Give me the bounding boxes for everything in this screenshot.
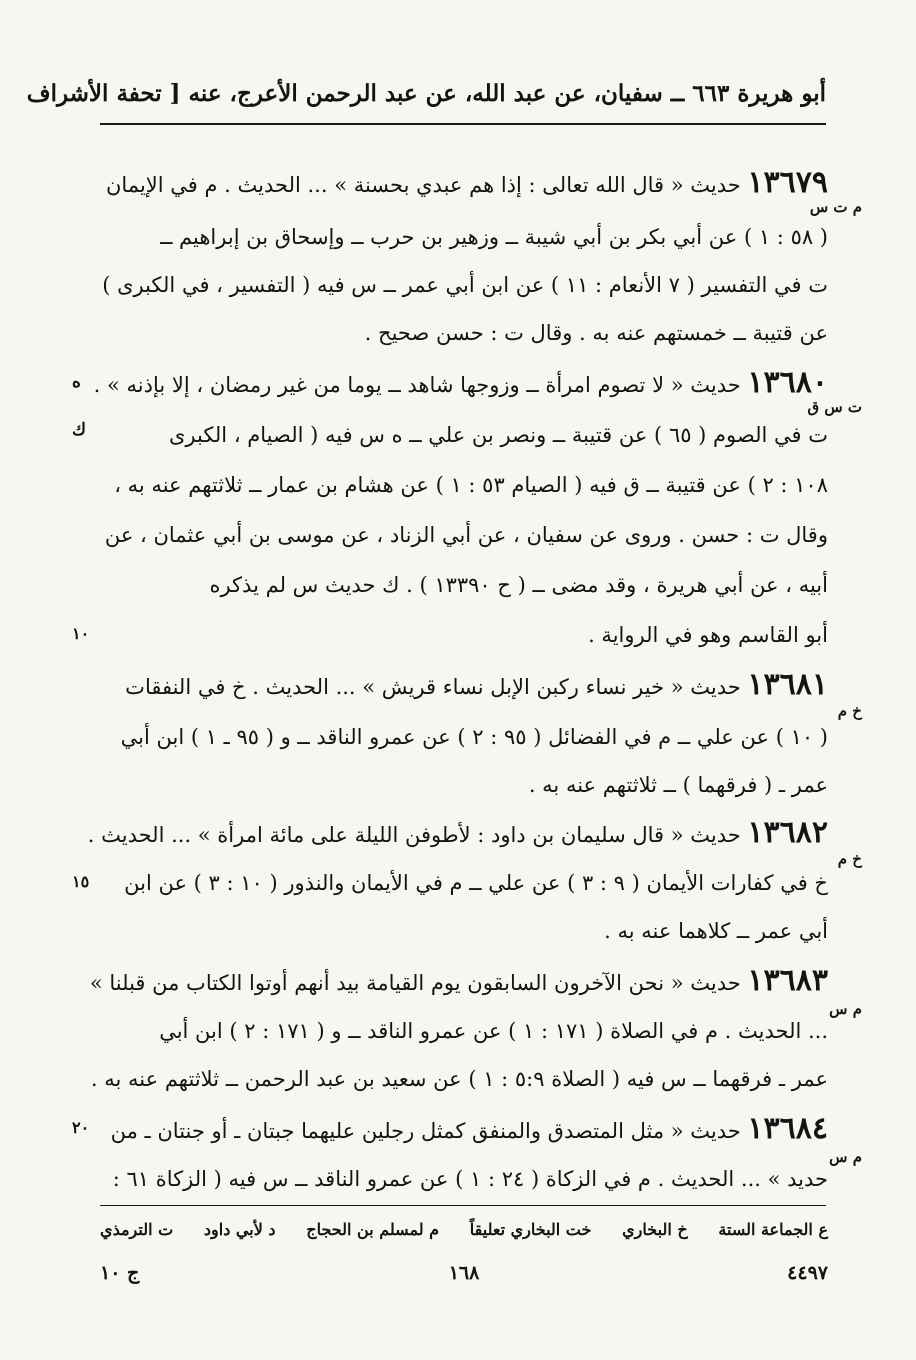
footer-rule: [100, 1205, 826, 1206]
entry-13682-line-2: خ في كفارات الأيمان ( ٩ : ٣ ) عن علي ــ م في الأيمان والنذور ( ١٠ : ٣ ) عن ابن: [124, 871, 828, 895]
volume-number: ج ١٠: [100, 1262, 140, 1284]
entry-13680-line-6: أبو القاسم وهو في الرواية .: [588, 623, 828, 647]
entry-text: حديث « قال الله تعالى : إذا هم عبدي بحسنة » ... الحديث . م في الإيمان: [106, 173, 741, 197]
entry-13681-line-1: [100, 662, 828, 708]
hadith-number: ١٣٦٧٩: [747, 165, 828, 200]
hadith-number: ١٣٦٨٢: [747, 815, 828, 850]
line-number: ٢٠: [72, 1118, 90, 1137]
entry-text: حديث « مثل المتصدق والمنفق كمثل رجلين عليهما جبتان ـ أو جنتان ـ من: [110, 1119, 741, 1143]
entry-13680-line-1: [93, 360, 828, 406]
entry-13684-line-1: [100, 1106, 828, 1152]
sigla-legend: [100, 1220, 828, 1250]
entry-13681-line-2: ( ١٠ ) عن علي ــ م في الفضائل ( ٩٥ : ٢ ) عن عمرو الناقد ــ و ( ٩٥ ـ ١ ) ابن أبي: [120, 725, 828, 749]
entry-13679-line-1: [100, 160, 828, 206]
entry-13682-sigla: خ م: [837, 850, 862, 868]
entry-13684-line-2: حديد » ... الحديث . م في الزكاة ( ٢٤ : ١ ) عن عمرو الناقد ــ س فيه ( الزكاة ٦١ :: [112, 1167, 828, 1191]
legend-item: خ البخاري: [622, 1220, 688, 1239]
legend-item: م لمسلم بن الحجاج: [306, 1220, 440, 1239]
page-footer: [100, 1262, 828, 1296]
hadith-number: ١٣٦٨٣: [747, 963, 828, 998]
legend-item: خت البخاري تعليقاً: [469, 1220, 592, 1239]
hadith-number: ١٣٦٨٠: [747, 365, 828, 400]
entry-13680-line-3: ١٠٨ : ٢ ) عن قتيبة ــ ق فيه ( الصيام ٥٣ : ١ ) عن هشام بن عمار ــ ثلاثتهم عنه به ،: [114, 473, 828, 497]
entry-13679-line-2: ( ٥٨ : ١ ) عن أبي بكر بن أبي شيبة ــ وزهير بن حرب ــ وإسحاق بن إبراهيم ــ: [160, 225, 828, 249]
hadith-number: ١٣٦٨١: [747, 667, 828, 702]
header-rule: [100, 123, 826, 125]
entry-text: حديث « قال سليمان بن داود : لأطوفن الليلة على مائة امرأة » ... الحديث .: [87, 823, 741, 847]
entry-13680-line-4: وقال ت : حسن . وروى عن سفيان ، عن أبي الزناد ، عن موسى بن أبي عثمان ، عن: [104, 523, 828, 547]
entry-13683-line-3: عمر ـ فرقهما ــ س فيه ( الصلاة ٥:٩ : ١ ) عن سعيد بن عبد الرحمن ــ ثلاثتهم عنه به .: [90, 1067, 828, 1091]
entry-text: حديث « نحن الآخرون السابقون يوم القيامة بيد أنهم أوتوا الكتاب من قبلنا »: [89, 971, 741, 995]
entry-13683-line-1: [89, 958, 828, 1004]
legend-item: د لأبي داود: [203, 1220, 276, 1239]
entry-13684-sigla: م س: [829, 1148, 862, 1166]
legend-item: ت الترمذي: [100, 1220, 174, 1239]
hadith-number: ١٣٦٨٤: [747, 1111, 828, 1146]
entry-13681-sigla: خ م: [837, 702, 862, 720]
running-title: أبو هريرة ٦٦٣ ــ سفيان، عن عبد الله، عن عبد الرحمن الأعرج، عنه [ تحفة الأشراف: [26, 80, 826, 107]
entry-13682-line-3: أبي عمر ــ كلاهما عنه به .: [604, 919, 828, 943]
running-header: [26, 80, 826, 116]
entry-13680-line-2: ت في الصوم ( ٦٥ ) عن قتيبة ــ ونصر بن علي ــ ه س فيه ( الصيام ، الكبرى: [168, 423, 828, 447]
entry-text: حديث « لا تصوم امرأة ــ وزوجها شاهد ــ يوما من غير رمضان ، إلا بإذنه » .: [93, 373, 741, 397]
margin-mark: ه: [72, 372, 81, 392]
entry-13679-sigla: م ت س: [809, 198, 862, 216]
entry-13683-sigla: م س: [829, 1000, 862, 1018]
line-number: ١٠: [72, 624, 90, 643]
margin-mark: ك: [72, 420, 87, 440]
legend-item: ع الجماعة الستة: [718, 1220, 828, 1239]
line-number: ١٥: [72, 872, 90, 891]
entry-13680-sigla: ت س ق: [807, 398, 862, 416]
entry-13683-line-2: ... الحديث . م في الصلاة ( ١٧١ : ١ ) عن عمرو الناقد ــ و ( ١٧١ : ٢ ) ابن أبي: [159, 1019, 828, 1043]
page-number: ١٦٨: [448, 1262, 480, 1284]
entry-text: حديث « خير نساء ركبن الإبل نساء قريش » ... الحديث . خ في النفقات: [125, 675, 741, 699]
entry-13682-line-1: [87, 810, 828, 856]
serial-number: ٤٤٩٧: [787, 1262, 828, 1284]
entry-13681-line-3: عمر ـ ( فرقهما ) ــ ثلاثتهم عنه به .: [528, 773, 828, 797]
entry-13680-line-5: أبيه ، عن أبي هريرة ، وقد مضى ــ ( ح ١٣٣٩٠ ) . ك حديث س لم يذكره: [209, 573, 828, 597]
entry-13679-line-4: عن قتيبة ــ خمستهم عنه به . وقال ت : حسن صحيح .: [364, 321, 828, 345]
entry-13679-line-3: ت في التفسير ( ٧ الأنعام : ١١ ) عن ابن أبي عمر ــ س فيه ( التفسير ، في الكبرى ): [102, 273, 828, 297]
